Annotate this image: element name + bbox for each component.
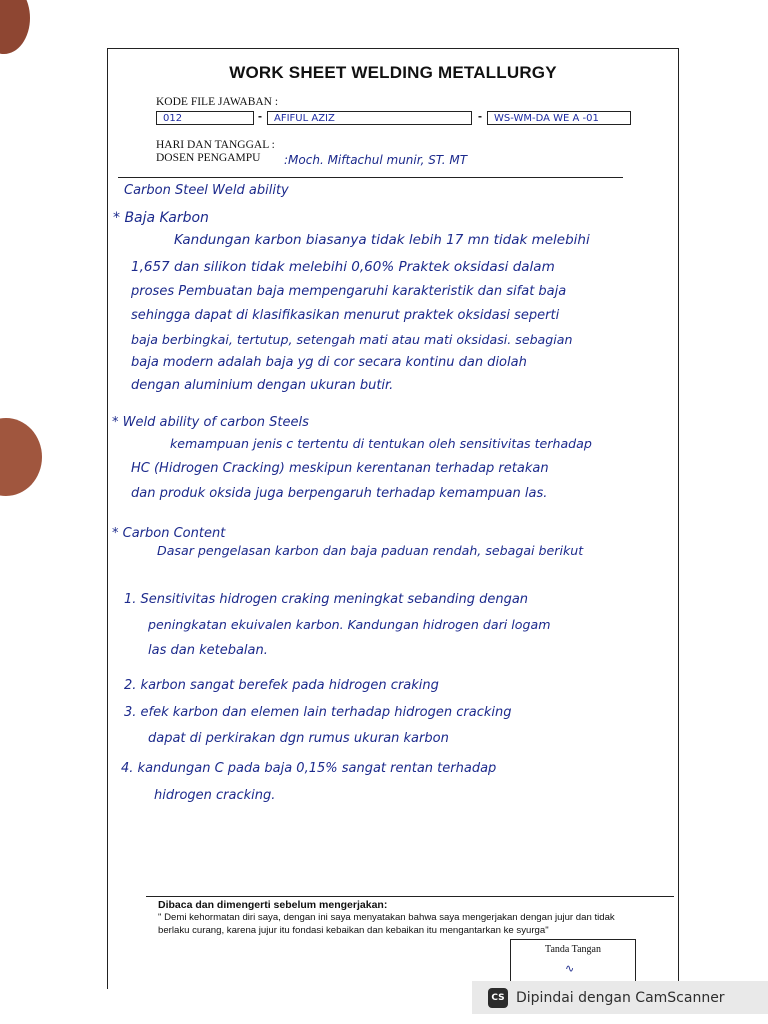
section1-line-7: dengan aluminium dengan ukuran butir. <box>131 378 394 393</box>
list-line-4: 2. karbon sangat berefek pada hidrogen craking <box>124 678 439 693</box>
dosen-label: DOSEN PENGAMPU <box>156 152 261 164</box>
camscanner-watermark <box>472 981 768 1014</box>
list-line-8: hidrogen cracking. <box>154 788 276 803</box>
kode-dash-2: - <box>478 109 482 123</box>
section1-line-1: Kandungan karbon biasanya tidak lebih 17 mn tidak melebihi <box>174 232 590 248</box>
section1-line-2: 1,657 dan silikon tidak melebihi 0,60% Praktek oksidasi dalam <box>131 259 555 275</box>
section1-line-6: baja modern adalah baja yg di cor secara kontinu dan diolah <box>131 355 527 370</box>
camscanner-text: Dipindai dengan CamScanner <box>516 989 725 1006</box>
list-line-1: 1. Sensitivitas hidrogen craking meningkat sebanding dengan <box>124 592 529 607</box>
list-line-3: las dan ketebalan. <box>148 643 268 658</box>
finger-top <box>0 0 30 54</box>
kode-dash-1: - <box>258 109 262 123</box>
worksheet-title: WORK SHEET WELDING METALLURGY <box>229 63 557 82</box>
header-rule <box>118 177 623 178</box>
finger-middle <box>0 418 42 496</box>
list-line-6: dapat di perkirakan dgn rumus ukuran karbon <box>148 731 449 746</box>
kode-box-3: WS-WM-DA WE A -01 <box>487 111 631 125</box>
section2-line-2: HC (Hidrogen Cracking) meskipun kerentanan terhadap retakan <box>131 461 549 476</box>
content-heading: Carbon Steel Weld ability <box>124 183 289 198</box>
signature-mark: ∿ <box>565 962 575 975</box>
kode-box-2: AFIFUL AZIZ <box>267 111 472 125</box>
section1-line-3: proses Pembuatan baja mempengaruhi karakteristik dan sifat baja <box>131 284 567 299</box>
section3-line-1: Dasar pengelasan karbon dan baja paduan rendah, sebagai berikut <box>157 543 584 558</box>
declaration-title: Dibaca dan dimengerti sebelum mengerjakan: <box>158 899 388 911</box>
section3-title: * Carbon Content <box>112 526 226 541</box>
kode-box-1: 012 <box>156 111 254 125</box>
section2-title: * Weld ability of carbon Steels <box>112 415 309 430</box>
kode-label: KODE FILE JAWABAN : <box>156 96 279 108</box>
dosen-value: :Moch. Miftachul munir, ST. MT <box>284 153 468 167</box>
section1-title: * Baja Karbon <box>113 210 209 226</box>
hari-label: HARI DAN TANGGAL : <box>156 139 275 151</box>
list-line-2: peningkatan ekuivalen karbon. Kandungan hidrogen dari logam <box>148 617 551 632</box>
section1-line-4: sehingga dapat di klasifikasikan menurut praktek oksidasi seperti <box>131 308 560 323</box>
list-line-7: 4. kandungan C pada baja 0,15% sangat rentan terhadap <box>121 761 497 776</box>
list-line-5: 3. efek karbon dan elemen lain terhadap hidrogen cracking <box>124 705 512 720</box>
section2-line-1: kemampuan jenis c tertentu di tentukan oleh sensitivitas terhadap <box>170 436 592 451</box>
section2-line-3: dan produk oksida juga berpengaruh terhadap kemampuan las. <box>131 486 548 501</box>
declaration-text: " Demi kehormatan diri saya, dengan ini saya menyatakan bahwa saya mengerjakan dengan jujur dan tidak berlaku curang, karena jujur itu fondasi kebaikan dan kebaikan itu mengantarkan ke syurga" <box>158 912 615 936</box>
footer-rule <box>146 896 674 897</box>
worksheet <box>107 48 679 989</box>
signature-label: Tanda Tangan <box>545 944 601 955</box>
section1-line-5: baja berbingkai, tertutup, setengah mati atau mati oksidasi. sebagian <box>131 332 573 347</box>
camscanner-icon: CS <box>488 988 508 1008</box>
